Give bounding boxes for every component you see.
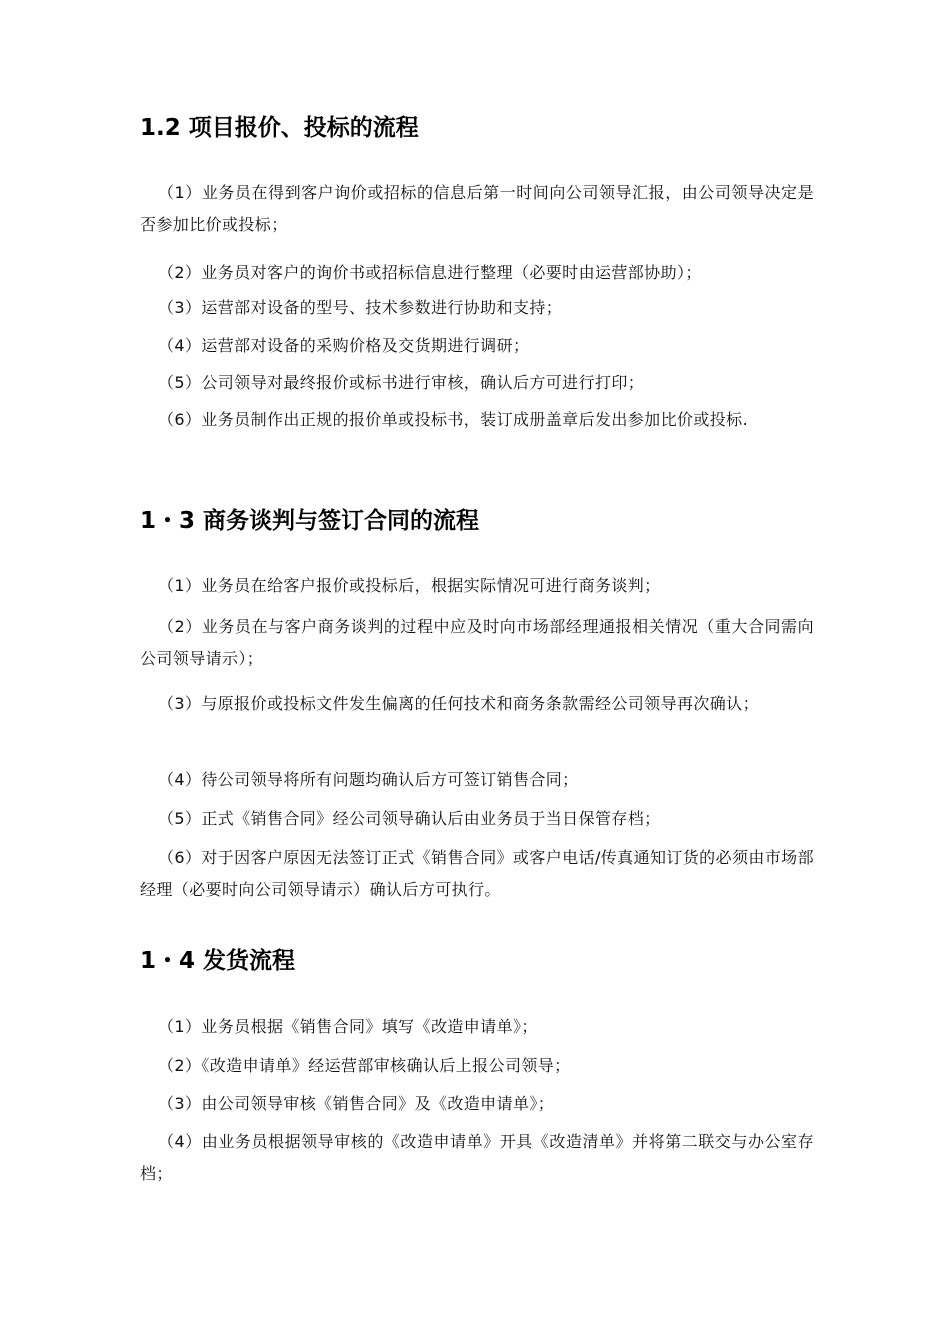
list-item: （2）《改造申请单》经运营部审核确认后上报公司领导； [158,1056,571,1075]
list-item: （2）业务员对客户的询价书或招标信息进行整理（必要时由运营部协助）； [158,263,702,282]
list-item: （2）业务员在与客户商务谈判的过程中应及时向市场部经理通报相关情况（重大合同需向公司领导请示）； [140,617,814,668]
list-item: （4）待公司领导将所有问题均确认后方可签订销售合同； [158,770,579,789]
list-item: （4）由业务员根据领导审核的《改造申请单》开具《改造清单》并将第二联交与办公室存档； [140,1132,814,1183]
list-item: （4）运营部对设备的采购价格及交货期进行调研； [158,336,530,355]
list-item: （6）对于因客户原因无法签订正式《销售合同》或客户电话/传真通知订货的必须由市场部经理（必要时向公司领导请示）确认后方可执行。 [140,848,814,899]
list-item: （5）正式《销售合同》经公司领导确认后由业务员于当日保管存档； [158,809,661,828]
list-item: （3）运营部对设备的型号、技术参数进行协助和支持； [158,298,563,317]
section-heading-1-2: 1.2 项目报价、投标的流程 [140,115,419,141]
list-item: （1）业务员在得到客户询价或招标的信息后第一时间向公司领导汇报，由公司领导决定是否参加比价或投标； [140,183,814,234]
list-item: （1）业务员在给客户报价或投标后，根据实际情况可进行商务谈判； [158,576,661,595]
section-heading-1-3: 1・3 商务谈判与签订合同的流程 [140,508,480,534]
list-item: （5）公司领导对最终报价或标书进行审核，确认后方可进行打印； [158,373,645,392]
section-heading-1-4: 1・4 发货流程 [140,948,296,974]
list-item: （6）业务员制作出正规的报价单或投标书，装订成册盖章后发出参加比价或投标. [158,410,749,429]
list-item: （1）业务员根据《销售合同》填写《改造申请单》； [158,1017,538,1036]
list-item: （3）与原报价或投标文件发生偏离的任何技术和商务条款需经公司领导再次确认； [158,694,759,713]
list-item: （3）由公司领导审核《销售合同》及《改造申请单》； [158,1094,555,1113]
